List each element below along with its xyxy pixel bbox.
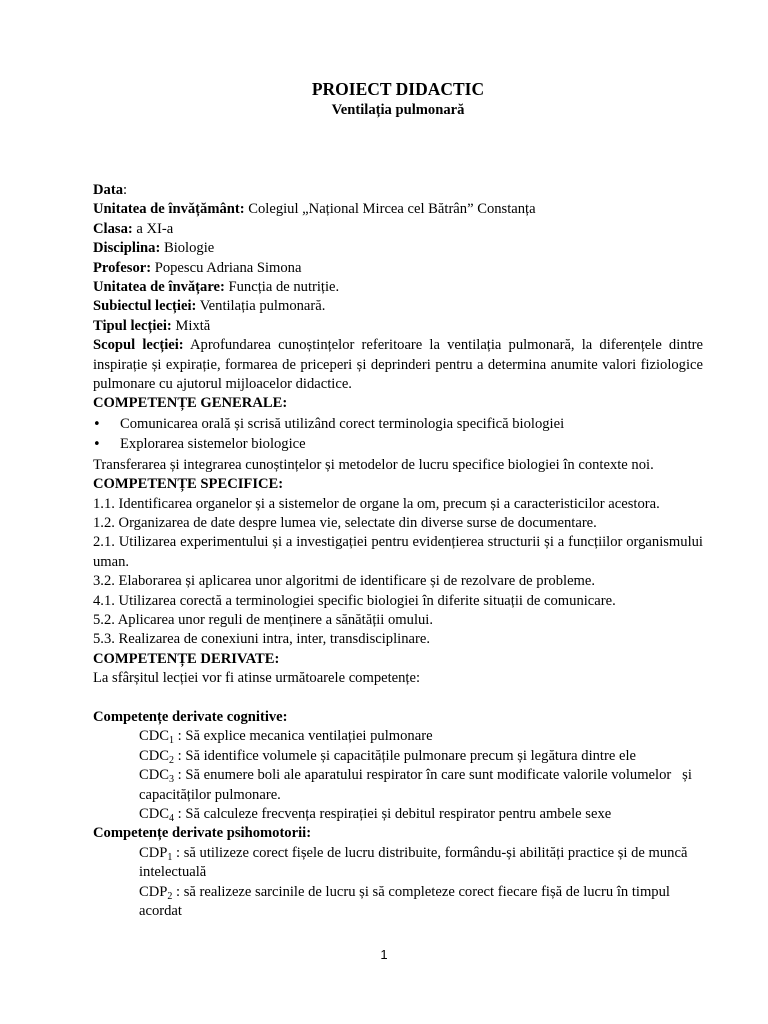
info-profesor [93,259,703,278]
info-profesor-value: Popescu Adriana Simona [151,259,302,276]
section-heading-derivate: COMPETENȚE DERIVATE: [93,650,280,667]
info-unitate-label: Unitatea de învățământ: [93,201,245,218]
competence-text: : Să calculeze frecvența respirației și debitul respirator pentru ambele sexe [174,805,612,822]
section-heading-specifice: COMPETENȚE SPECIFICE: [93,476,284,493]
info-invatare-value: Funcția de nutriție. [224,279,340,296]
info-clasa-value: a XI-a [132,220,174,237]
generale-trailing: Transferarea și integrarea cunoștințelor și metodelor de lucru specifice biologiei în contexte noi. [93,456,654,473]
list-item: 4.1. Utilizarea corectă a terminologiei specific biologiei în diferite situații de comunicare. [93,592,616,609]
competence-code: CDC [139,767,170,784]
info-scopul-label: Scopul lecției: [93,337,184,354]
competence-item [93,883,703,922]
info-unitate-value: Colegiul „Național Mircea cel Bătrân” Constanța [244,201,536,218]
list-item: 2.1. Utilizarea experimentului și a investigației pentru evidențierea structurii și a funcțiilor organismului uman. [93,534,703,570]
info-data-label: Data [93,182,123,198]
info-disciplina [93,239,703,258]
info-profesor-label: Profesor: [93,259,152,276]
info-data-colon: : [123,182,128,198]
list-item: 5.3. Realizarea de conexiuni intra, inter, transdisciplinare. [93,631,430,648]
info-data [93,181,703,200]
info-subiect [93,297,703,316]
competence-item [93,805,703,824]
document-page [93,78,703,921]
info-clasa [93,220,703,239]
info-scopul-value: Aprofundarea cunoștințelor referitoare la ventilația pulmonară, la diferențele dintre inspirație și expirație, formarea de priceperi și deprinderi pentru a determina anumite valori fiziologice pulmonare cu ajutorul mijloacelor didactice. [93,337,703,393]
competence-code: CDC [139,805,170,822]
list-item: 1.2. Organizarea de date despre lumea vie, selectate din diverse surse de documentare. [93,514,597,531]
info-scopul [93,336,703,394]
competence-code: CDC [139,728,170,745]
list-item: 3.2. Elaborarea și aplicarea unor algoritmi de identificare și de rezolvare de probleme. [93,573,596,590]
competence-code: CDP [139,844,168,861]
info-invatare-label: Unitatea de învățare: [93,279,225,296]
derivate-intro: La sfârșitul lecției vor fi atinse următoarele competențe: [93,670,421,687]
competence-item [93,727,703,746]
spacer [93,120,703,181]
list-item: • Explorarea sistemelor biologice [93,435,703,454]
competence-index: 2 [167,890,173,902]
competence-index: 4 [169,812,175,824]
list-item: 1.1. Identificarea organelor și a sistemelor de organe la om, precum și a caracteristicilor acestora. [93,495,660,512]
info-disciplina-value: Biologie [160,240,215,257]
info-subiect-label: Subiectul lecției: [93,298,197,315]
info-tipul-value: Mixtă [171,317,211,334]
info-disciplina-label: Disciplina: [93,240,161,257]
list-item: • Comunicarea orală și scrisă utilizând corect terminologia specifică biologiei [93,415,703,434]
spacer [93,689,703,708]
competence-text: : Să explice mecanica ventilației pulmonare [174,728,433,745]
competence-index: 1 [167,851,173,863]
page-subtitle: Ventilația pulmonară [331,102,465,118]
competence-index: 1 [169,735,175,747]
info-clasa-label: Clasa: [93,220,133,237]
competence-code: CDC [139,747,170,764]
competence-text: : Să identifice volumele și capacitățile pulmonare precum și legătura dintre ele [174,747,636,764]
info-invatare [93,278,703,297]
competence-text: : să utilizeze corect fișele de lucru distribuite, formându-și abilități practice și de muncă intelectuală [139,844,688,881]
competence-item [93,844,703,883]
competence-text: : Să enumere boli ale aparatului respirator în care sunt modificate valorile volumelor și capacităților pulmonare. [139,767,696,803]
page-title: PROIECT DIDACTIC [311,79,485,99]
competence-index: 3 [169,774,175,786]
competence-item [93,747,703,766]
competence-code: CDP [139,883,168,900]
list-item: 5.2. Aplicarea unor reguli de menținere a sănătății omului. [93,611,434,628]
info-tipul [93,317,703,336]
info-tipul-label: Tipul lecției: [93,317,172,334]
page-number: 1 [380,947,388,962]
info-subiect-value: Ventilația pulmonară. [196,298,326,315]
competence-text: : să realizeze sarcinile de lucru și să completeze corect fiecare fișă de lucru în timpul acordat [139,883,670,920]
generale-list [93,415,703,455]
section-heading-generale: COMPETENȚE GENERALE: [93,395,288,412]
subsection-heading-psihomotorii: Competențe derivate psihomotorii: [93,825,312,842]
competence-item [93,766,703,805]
subsection-heading-cognitive: Competențe derivate cognitive: [93,708,288,725]
info-unitate [93,200,703,219]
competence-index: 2 [169,754,175,766]
